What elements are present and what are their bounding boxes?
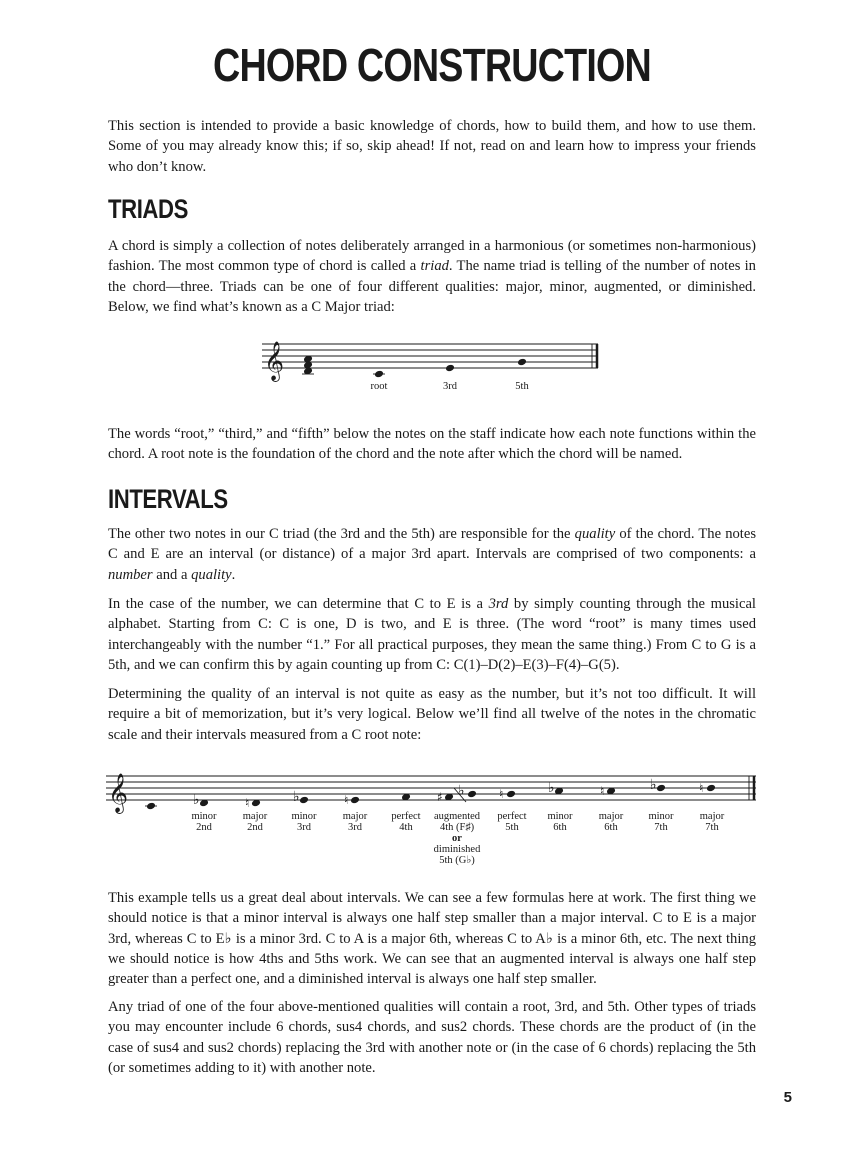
flat-icon: ♭	[650, 777, 657, 793]
intervals-paragraph-1	[108, 524, 756, 585]
emphasis-quality: quality	[191, 566, 232, 583]
interval-label: diminished	[433, 844, 481, 855]
interval-label: perfect	[391, 811, 421, 822]
flat-icon: ♭	[458, 783, 465, 799]
interval-label: 4th (F♯)	[439, 822, 475, 833]
label-root: root	[370, 381, 388, 392]
interval-label: 7th	[705, 822, 719, 833]
intervals-paragraph-3: Determining the quality of an interval is not quite as easy as the number, but it’s not too difficult. It will require a bit of memorization, but it’s very logical. Below we’ll find all twelve of the notes in the chromatic scale and their intervals measured from a C root note:	[108, 686, 756, 743]
text-run: by simply counting through the musical alphabet. Starting from C: C is one, D is two, and E is three. (The word “root” is many times used interchangeably with the number “1.” For all practical purposes, they mean the same thing.) From C to G is a 5th, and we can confirm this by again counting up from C: C(1)–D(2)–E(3)–F(4)–G(5).	[108, 596, 756, 673]
page-title: CHORD CONSTRUCTION	[213, 39, 651, 91]
intro-paragraph: This section is intended to provide a basic knowledge of chords, how to build them, and how to use them. Some of you may already know this; if so, skip ahead! If not, read on and learn how to impress your friends who don’t know.	[108, 118, 756, 175]
emphasis-quality: quality	[574, 526, 616, 542]
interval-labels	[191, 811, 724, 866]
flat-icon: ♭	[293, 789, 300, 805]
emphasis-number: number	[108, 566, 153, 583]
interval-label: minor	[547, 811, 573, 822]
note-5th	[517, 358, 527, 367]
note-3rd	[445, 364, 455, 373]
interval-label: perfect	[497, 811, 527, 822]
triads-paragraph-1	[108, 236, 756, 317]
text-run: .	[231, 566, 236, 583]
c-major-triad-staff	[260, 338, 602, 398]
flat-icon: ♭	[193, 792, 200, 808]
interval-label: minor	[291, 811, 317, 822]
interval-label: 6th	[604, 822, 618, 833]
triads-paragraph-2: The words “root,” “third,” and “fifth” below the notes on the staff indicate how each note functions within the chord. A root note is the foundation of the chord and the note after which the chord will be named.	[108, 426, 756, 463]
sharp-icon: ♯	[437, 790, 443, 804]
text-run: . The name triad is telling of the number of notes in the chord—three. Triads can be one of four different qualities: major, minor, augmented, or diminished. Below, we find what’s known as a C Major triad:	[108, 258, 756, 315]
text-run: and a	[152, 566, 192, 583]
interval-label: major	[342, 811, 368, 822]
interval-label: augmented	[433, 811, 481, 822]
interval-label: or	[452, 833, 462, 844]
triad-chord	[302, 355, 314, 376]
label-5th: 5th	[515, 381, 529, 392]
intervals-paragraph-4: This example tells us a great deal about intervals. We can see a few formulas here at work. The first thing we should notice is that a minor interval is always one half step smaller than a major interval. C to E is a major 3rd, whereas C to E♭ is a minor 3rd. C to A is a major 6th, whereas C to A♭ is a minor 6th, etc. The next thing we should notice is how 4ths and 5ths work. We can see that an augmented interval is always one half step greater than a perfect one, and a diminished interval is always one half step smaller.	[108, 890, 756, 988]
intervals-paragraph-2	[108, 594, 756, 675]
treble-clef-icon: 𝄞	[108, 773, 129, 813]
interval-label: 5th (G♭)	[439, 855, 475, 866]
interval-label: 3rd	[348, 822, 362, 833]
chromatic-scale-staff	[104, 772, 760, 870]
interval-label: 4th	[399, 822, 413, 833]
emphasis-3rd: 3rd	[488, 596, 509, 612]
interval-label: 2nd	[247, 822, 263, 833]
emphasis-triad: triad	[420, 258, 449, 275]
intervals-paragraph-5: Any triad of one of the four above-mentioned qualities will contain a root, 3rd, and 5th. Other types of triads you may encounter include 6 chords, sus4 chords, and sus2 chords. These chords are the product of (in the case of sus4 and sus2 chords) replacing the 3rd with another note or (in the case of 6 chords) replacing the 5th (or sometimes adding to it) with another note.	[108, 999, 756, 1076]
text-run: The other two notes in our C triad (the 3rd and the 5th) are responsible for the	[108, 526, 575, 542]
interval-label: major	[699, 811, 725, 822]
interval-label: 2nd	[196, 822, 212, 833]
page-number: 5	[783, 1089, 792, 1106]
interval-label: minor	[648, 811, 674, 822]
natural-icon: ♮	[600, 784, 605, 798]
interval-label: major	[242, 811, 268, 822]
text-run: of the chord. The notes C and E are an interval (or distance) of a major 3rd apart. Intervals are comprised of two components: a	[108, 526, 756, 563]
intervals-heading: INTERVALS	[108, 484, 228, 514]
triads-heading: TRIADS	[108, 194, 188, 224]
interval-label: minor	[191, 811, 217, 822]
natural-icon: ♮	[245, 796, 250, 810]
label-3rd: 3rd	[443, 381, 457, 392]
flat-icon: ♭	[548, 780, 555, 796]
interval-label: 5th	[505, 822, 519, 833]
interval-label: 7th	[654, 822, 668, 833]
interval-label: major	[598, 811, 624, 822]
text-run: In the case of the number, we can determine that C to E is a	[108, 596, 489, 612]
natural-icon: ♮	[699, 781, 704, 795]
natural-icon: ♮	[499, 787, 504, 801]
text-run: A chord is simply a collection of notes deliberately arranged in a harmonious (or sometimes non-harmonious) fashion. The most common type of chord is called a	[108, 238, 756, 275]
natural-icon: ♮	[344, 793, 349, 807]
interval-label: 3rd	[297, 822, 311, 833]
interval-label: 6th	[553, 822, 567, 833]
treble-clef-icon: 𝄞	[264, 341, 285, 381]
staff-lines	[262, 344, 598, 368]
